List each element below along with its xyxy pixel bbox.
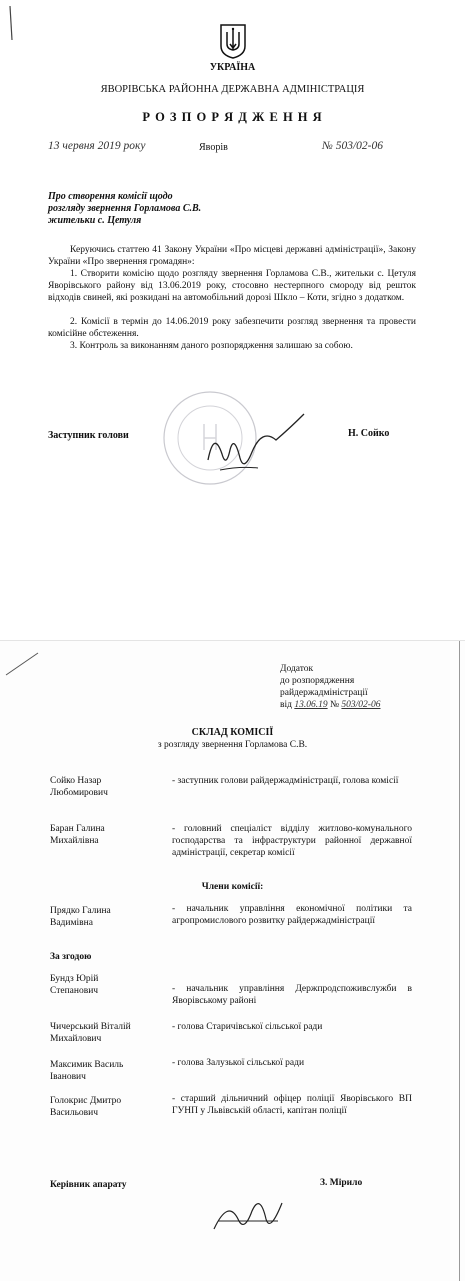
appendix-line-3: райдержадміністрації xyxy=(280,688,368,698)
members-heading: Члени комісії: xyxy=(201,882,264,892)
committee-member-name: Голокрис Дмитро Васильович xyxy=(50,1096,122,1118)
page-1 xyxy=(0,0,465,640)
coat-of-arms-icon xyxy=(218,22,248,60)
signature-1-icon xyxy=(200,410,310,490)
committee-subtitle: з розгляду звернення Горламова С.В. xyxy=(157,740,308,750)
subject-line-1: Про створення комісії щодо xyxy=(48,191,173,202)
committee-member-role: - старший дільничний офіцер поліції Яворівського ВП ГУНП у Львівській області, капітан поліції xyxy=(172,1094,412,1116)
corner-mark-icon xyxy=(4,4,16,44)
body-item-1: 1. Створити комісію щодо розгляду звернення Горламова С.В., жительки с. Цетуля Яворівського району від 13.06.2019 року, стосовно нестерпного смороду від решток відходів свиней, які розкидані на автомобільний дорозі Шкло – Коти, згідно з додатком. xyxy=(48,269,416,303)
subject-line-3: жительки с. Цетуля xyxy=(48,215,142,226)
page-2 xyxy=(0,640,465,1281)
committee-member-role: - начальник управління Держпродспоживслужби в Яворівському районі xyxy=(172,984,412,1006)
appendix-line-2: до розпорядження xyxy=(280,676,355,686)
city-label: Яворів xyxy=(199,142,228,153)
signature-2-position: Керівник апарату xyxy=(50,1180,127,1190)
country-name: УКРАЇНА xyxy=(209,62,256,73)
appendix-number-value: 503/02-06 xyxy=(341,700,381,710)
committee-member-name: Прядко Галина Вадимівна xyxy=(50,906,111,928)
signature-1-position: Заступник голови xyxy=(48,430,129,441)
appendix-from-prefix: від xyxy=(280,700,292,710)
committee-member-role: - заступник голови райдержадміністрації, голова комісії xyxy=(172,776,399,786)
committee-member-name: Сойко Назар Любомирович xyxy=(50,776,108,798)
committee-member-role: - голова Старичівської сільської ради xyxy=(172,1022,323,1032)
body-intro: Керуючись статтею 41 Закону України «Про місцеві державні адміністрації», Закону України «Про звернення громадян»: xyxy=(48,245,416,267)
signature-2-name: З. Мірило xyxy=(320,1178,363,1188)
committee-member-role: - начальник управління економічної політики та агропромислового розвитку райдержадміністрації xyxy=(172,904,412,926)
date-handwritten: 13 червня 2019 року xyxy=(48,140,146,152)
committee-member-name: Бундз Юрій Степанович xyxy=(50,974,99,996)
subject-line-2: розгляду звернення Горламова С.В. xyxy=(48,203,202,214)
appendix-label: Додаток xyxy=(280,664,314,674)
signature-1-name: Н. Сойко xyxy=(348,428,390,439)
committee-title: СКЛАД КОМІСІЇ xyxy=(191,727,274,738)
administration-name: ЯВОРІВСЬКА РАЙОННА ДЕРЖАВНА АДМІНІСТРАЦІЯ xyxy=(100,84,365,95)
appendix-from-line xyxy=(280,699,380,711)
body-item-2: 2. Комісії в термін до 14.06.2019 року забезпечити розгляд звернення та провести комісійне обстеження. xyxy=(48,317,416,339)
appendix-number-prefix: № xyxy=(329,700,340,710)
doc-type-title: Р О З П О Р Я Д Ж Е Н Н Я xyxy=(142,110,323,124)
agreement-heading: За згодою xyxy=(50,952,92,962)
signature-2-icon xyxy=(208,1189,288,1239)
corner-slash-icon xyxy=(2,649,42,679)
appendix-from-date: 13.06.19 xyxy=(294,700,328,710)
committee-member-role: - голова Залузької сільської ради xyxy=(172,1058,305,1068)
number-handwritten: № 503/02-06 xyxy=(322,140,383,152)
committee-member-name: Баран Галина Михайлівна xyxy=(50,824,105,846)
body-item-3: 3. Контроль за виконанням даного розпорядження залишаю за собою. xyxy=(70,341,353,351)
committee-member-role: - головний спеціаліст відділу житлово-комунального господарства та інфраструктури районної державної адміністрації, секретар комісії xyxy=(172,824,412,858)
committee-member-name: Чичерський Віталій Михайлович xyxy=(50,1022,131,1044)
committee-member-name: Максимик Василь Іванович xyxy=(50,1060,124,1082)
